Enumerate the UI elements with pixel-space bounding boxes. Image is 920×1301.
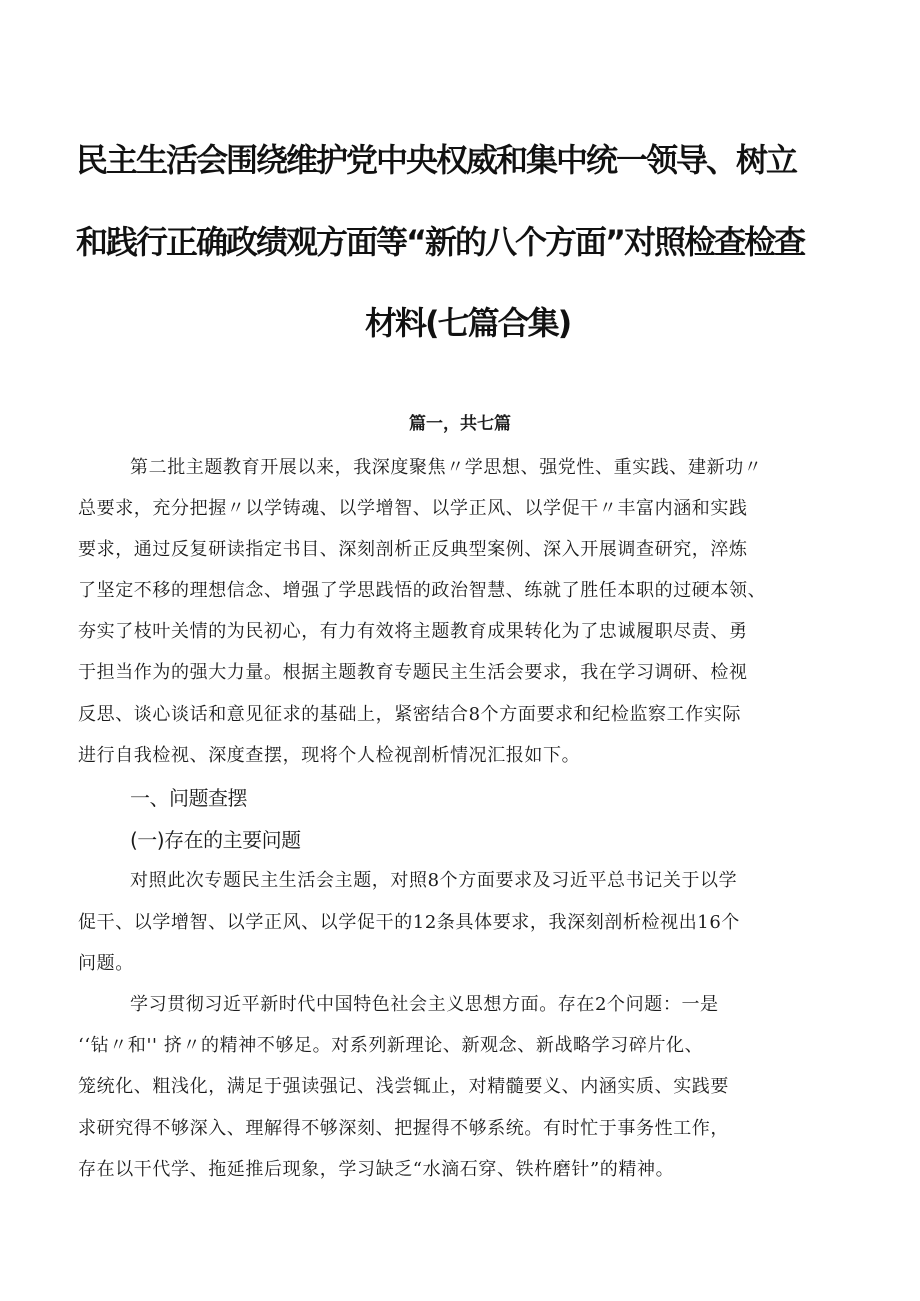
paragraph-3-line: 存在以干代学、拖延推后现象，学习缺乏“水滴石穿、铁杵磨针”的精神。 [78,1159,675,1180]
paragraph-2-line: 问题。 [78,953,134,974]
chapter-subtitle: 篇一，共七篇 [409,414,511,434]
document-title-line-3: 材料(七篇合集) [365,304,571,342]
paragraph-2-line: 对照此次专题民主生活会主题，对照8个方面要求及习近平总书记关于以学 [130,870,738,891]
paragraph-2-line: 促干、以学增智、以学正风、以学促干的12条具体要求，我深刻剖析检视出16个 [78,912,741,933]
paragraph-1-line: 第二批主题教育开展以来，我深度聚焦〃学思想、强党性、重实践、建新功〃 [130,457,763,478]
paragraph-1-line: 于担当作为的强大力量。根据主题教育专题民主生活会要求，我在学习调研、检视 [78,662,748,683]
subsection-heading: (一)存在的主要问题 [130,828,301,852]
paragraph-1-line: 夯实了枝叶关情的为民初心，有力有效将主题教育成果转化为了忠诚履职尽责、勇 [78,621,748,642]
paragraph-3-line: 笼统化、粗浅化，满足于强读强记、浅尝辄止，对精髓要义、内涵实质、实践要 [78,1076,729,1097]
document-title-line-1: 民主生活会围绕维护党中央权威和集中统一领导、树立 [76,141,797,179]
document-title-line-2: 和践行正确政绩观方面等“新的八个方面”对照检查检查 [76,223,805,261]
section-heading: 一、问题查摆 [130,786,247,810]
paragraph-3-line: ‘‘钻〃和'' 挤〃的精神不够足。对系列新理论、新观念、新战略学习碎片化、 [78,1035,704,1056]
paragraph-1-line: 要求，通过反复研读指定书目、深刻剖析正反典型案例、深入开展调查研究，淬炼 [78,539,748,560]
paragraph-3-line: 求研究得不够深入、理解得不够深刻、把握得不够系统。有时忙于事务性工作， [78,1118,729,1139]
paragraph-1-line: 进行自我检视、深度查摆，现将个人检视剖析情况汇报如下。 [78,745,581,766]
paragraph-1-line: 反思、谈心谈话和意见征求的基础上，紧密结合8个方面要求和纪检监察工作实际 [78,704,742,725]
paragraph-1-line: 总要求，充分把握〃以学铸魂、以学增智、以学正风、以学促干〃丰富内涵和实践 [78,498,748,519]
paragraph-1-line: 了坚定不移的理想信念、增强了学思践悟的政治智慧、练就了胜任本职的过硬本领、 [78,580,767,601]
paragraph-3-line: 学习贯彻习近平新时代中国特色社会主义思想方面。存在2个问题：一是 [130,994,719,1015]
